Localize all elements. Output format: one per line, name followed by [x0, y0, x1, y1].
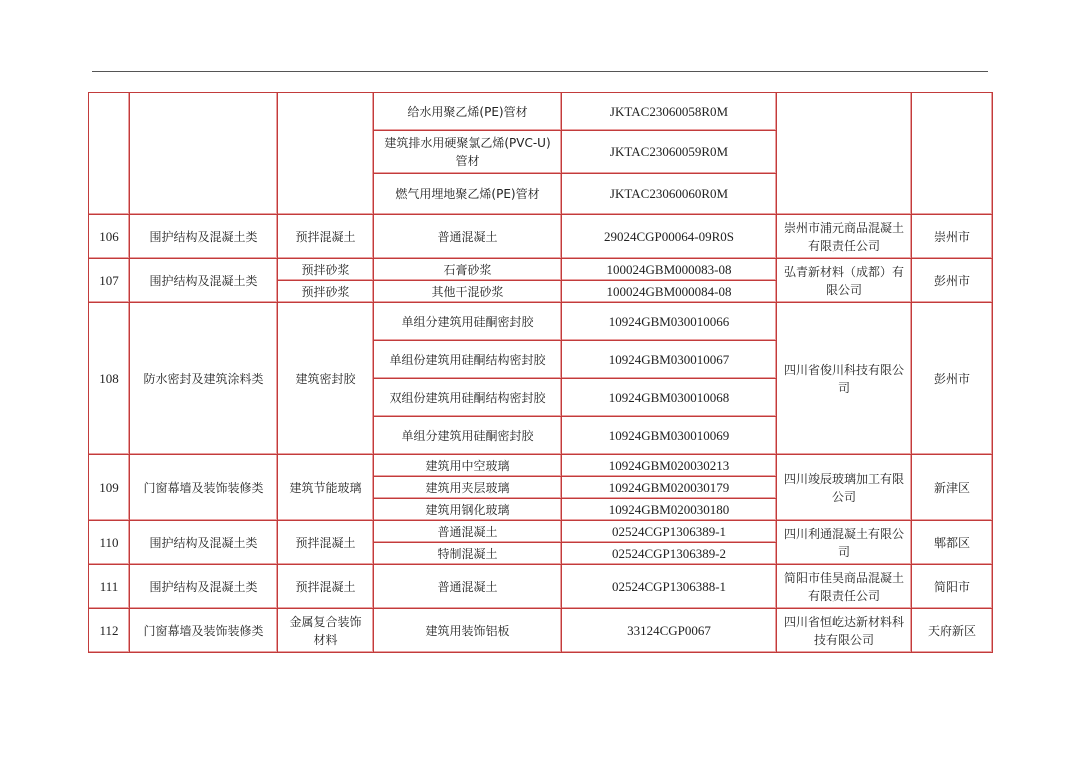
subcategory-cell [278, 93, 374, 215]
region-cell: 简阳市 [912, 565, 993, 609]
table-row [89, 521, 993, 543]
product-name-cell: 其他干混砂浆 [374, 281, 562, 303]
product-name-cell: 建筑用装饰铝板 [374, 609, 562, 653]
region-cell: 彭州市 [912, 303, 993, 455]
table-row [89, 609, 993, 653]
product-name-cell: 建筑用中空玻璃 [374, 455, 562, 477]
region-cell [912, 93, 993, 215]
row-number: 112 [89, 609, 130, 653]
table-row [89, 455, 993, 477]
company-cell: 四川省恒屹达新材料科技有限公司 [777, 609, 912, 653]
category-cell: 围护结构及混凝土类 [130, 259, 278, 303]
product-code-cell: 02524CGP1306388-1 [562, 565, 777, 609]
product-name-cell: 普通混凝土 [374, 215, 562, 259]
category-cell: 围护结构及混凝土类 [130, 565, 278, 609]
subcategory-cell: 预拌混凝土 [278, 565, 374, 609]
product-name-cell: 石膏砂浆 [374, 259, 562, 281]
row-number: 110 [89, 521, 130, 565]
row-number: 111 [89, 565, 130, 609]
product-name-cell: 给水用聚乙烯(PE)管材 [374, 93, 562, 131]
product-name-cell: 建筑用夹层玻璃 [374, 477, 562, 499]
product-code-cell: 10924GBM030010068 [562, 379, 777, 417]
subcategory-cell: 预拌混凝土 [278, 215, 374, 259]
subcategory-cell: 预拌混凝土 [278, 521, 374, 565]
product-code-cell: 02524CGP1306389-1 [562, 521, 777, 543]
product-name-cell: 双组份建筑用硅酮结构密封胶 [374, 379, 562, 417]
category-cell: 门窗幕墙及装饰装修类 [130, 609, 278, 653]
company-cell: 四川省俊川科技有限公司 [777, 303, 912, 455]
region-cell: 新津区 [912, 455, 993, 521]
product-name-cell: 普通混凝土 [374, 565, 562, 609]
product-code-cell: 10924GBM030010067 [562, 341, 777, 379]
category-cell: 围护结构及混凝土类 [130, 215, 278, 259]
subcategory-cell: 建筑密封胶 [278, 303, 374, 455]
region-cell: 天府新区 [912, 609, 993, 653]
product-name-cell: 普通混凝土 [374, 521, 562, 543]
category-cell [130, 93, 278, 215]
product-code-cell: 33124CGP0067 [562, 609, 777, 653]
category-cell: 防水密封及建筑涂料类 [130, 303, 278, 455]
product-name-cell: 燃气用埋地聚乙烯(PE)管材 [374, 174, 562, 215]
company-cell: 崇州市浦元商品混凝土有限责任公司 [777, 215, 912, 259]
region-cell: 崇州市 [912, 215, 993, 259]
row-number: 107 [89, 259, 130, 303]
category-cell: 围护结构及混凝土类 [130, 521, 278, 565]
product-name-cell: 特制混凝土 [374, 543, 562, 565]
table-row [89, 259, 993, 281]
table-row [89, 93, 993, 131]
company-cell: 四川竣辰玻璃加工有限公司 [777, 455, 912, 521]
product-name-cell: 单组分建筑用硅酮密封胶 [374, 417, 562, 455]
region-cell: 郫都区 [912, 521, 993, 565]
product-code-cell: 10924GBM030010069 [562, 417, 777, 455]
product-code-cell: JKTAC23060058R0M [562, 93, 777, 131]
company-cell [777, 93, 912, 215]
table-row [89, 565, 993, 609]
header-rule [92, 71, 988, 72]
product-code-cell: JKTAC23060059R0M [562, 131, 777, 174]
category-cell: 门窗幕墙及装饰装修类 [130, 455, 278, 521]
row-number: 109 [89, 455, 130, 521]
subcategory-cell: 建筑节能玻璃 [278, 455, 374, 521]
row-number [89, 93, 130, 215]
region-cell: 彭州市 [912, 259, 993, 303]
product-code-cell: 02524CGP1306389-2 [562, 543, 777, 565]
subcategory-cell: 金属复合装饰材料 [278, 609, 374, 653]
product-code-cell: 100024GBM000083-08 [562, 259, 777, 281]
product-code-cell: JKTAC23060060R0M [562, 174, 777, 215]
product-table [88, 92, 993, 653]
subcategory-cell: 预拌砂浆 [278, 259, 374, 281]
product-name-cell: 建筑排水用硬聚氯乙烯(PVC-U)管材 [374, 131, 562, 174]
table-row [89, 303, 993, 341]
product-code-cell: 100024GBM000084-08 [562, 281, 777, 303]
product-code-cell: 10924GBM020030179 [562, 477, 777, 499]
company-cell: 四川利通混凝土有限公司 [777, 521, 912, 565]
product-code-cell: 10924GBM030010066 [562, 303, 777, 341]
company-cell: 弘青新材料（成都）有限公司 [777, 259, 912, 303]
product-name-cell: 单组分建筑用硅酮密封胶 [374, 303, 562, 341]
company-cell: 简阳市佳昊商品混凝土有限责任公司 [777, 565, 912, 609]
product-name-cell: 建筑用钢化玻璃 [374, 499, 562, 521]
table-row [89, 215, 993, 259]
row-number: 106 [89, 215, 130, 259]
product-code-cell: 29024CGP00064-09R0S [562, 215, 777, 259]
subcategory-cell: 预拌砂浆 [278, 281, 374, 303]
product-code-cell: 10924GBM020030180 [562, 499, 777, 521]
product-code-cell: 10924GBM020030213 [562, 455, 777, 477]
row-number: 108 [89, 303, 130, 455]
product-name-cell: 单组份建筑用硅酮结构密封胶 [374, 341, 562, 379]
